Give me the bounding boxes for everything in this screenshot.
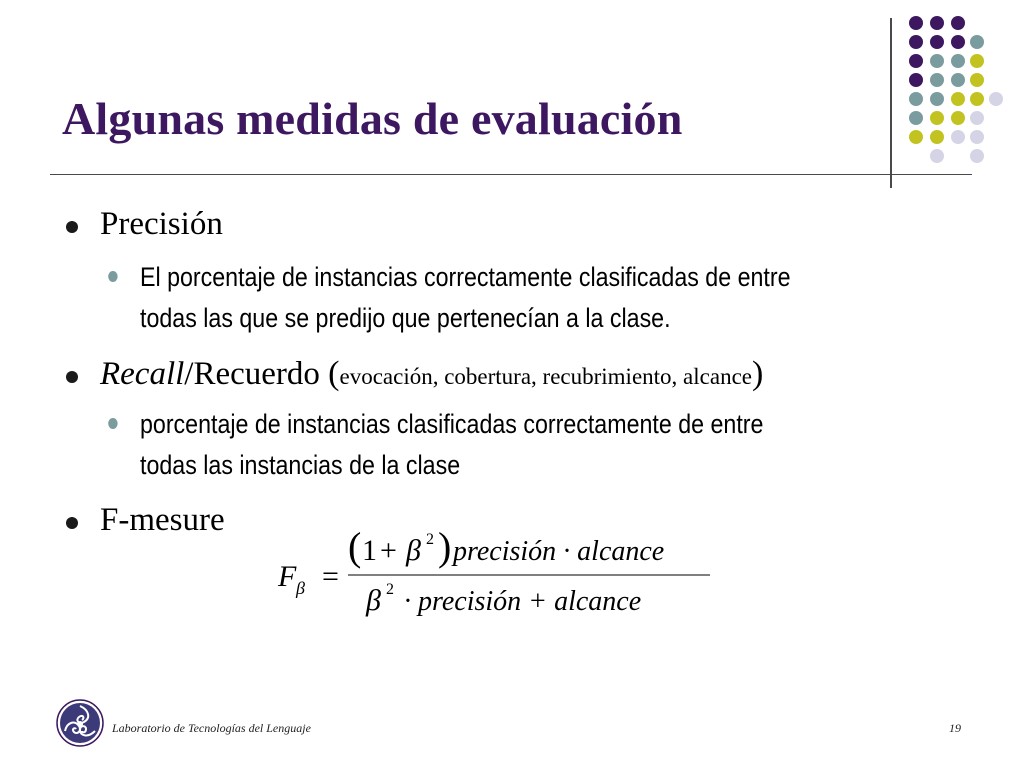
footer-lab-name: Laboratorio de Tecnologías del Lenguaje xyxy=(112,721,311,735)
decor-dot xyxy=(970,130,984,144)
formula-plus: + xyxy=(380,534,397,567)
formula-open-paren: ( xyxy=(348,524,362,569)
formula-equals: = xyxy=(322,560,339,593)
decor-dot xyxy=(909,54,923,68)
formula-numerator-terms: precisión · alcance xyxy=(453,536,665,567)
decor-dot xyxy=(970,54,984,68)
decor-dot xyxy=(909,35,923,49)
page-number: 19 xyxy=(949,721,961,735)
decor-dot xyxy=(909,92,923,106)
slide-title: Algunas medidas de evaluación xyxy=(62,93,683,144)
sub-bullet-line: porcentaje de instancias clasificadas correctamente de entre xyxy=(140,409,764,439)
bullet-label: F-mesure xyxy=(100,502,225,538)
formula-beta-subscript: β xyxy=(296,578,305,598)
decor-dot xyxy=(909,16,923,30)
formula-den-exponent: 2 xyxy=(386,581,394,598)
sub-bullet-recall xyxy=(140,404,828,486)
open-paren: ( xyxy=(328,355,340,392)
decor-dot xyxy=(930,73,944,87)
lab-logo-icon xyxy=(55,698,105,748)
decor-dot xyxy=(970,149,984,163)
vertical-divider xyxy=(890,18,892,188)
decor-dot xyxy=(989,92,1003,106)
decor-dot xyxy=(930,149,944,163)
sub-bullet-precision xyxy=(140,257,828,339)
decor-dot xyxy=(909,130,923,144)
decor-dot xyxy=(951,35,965,49)
decor-dot xyxy=(951,73,965,87)
decor-dot xyxy=(951,16,965,30)
decor-dot xyxy=(909,111,923,125)
decor-dot xyxy=(930,130,944,144)
f-measure-formula xyxy=(270,524,730,624)
decor-dot xyxy=(970,111,984,125)
decor-dot xyxy=(930,92,944,106)
bullet-label-italic: Recall xyxy=(100,356,185,392)
bullet-recall xyxy=(100,355,763,396)
recall-synonyms: evocación, cobertura, recubrimiento, alcance xyxy=(339,364,752,389)
bullet-precision xyxy=(100,205,223,243)
formula-close-paren: ) xyxy=(438,524,452,569)
formula-one: 1 xyxy=(362,534,377,567)
formula-denominator-terms: · precisión + alcance xyxy=(404,586,642,617)
decor-dot xyxy=(951,92,965,106)
bullet-label: /Recuerdo xyxy=(184,356,320,392)
decor-dot xyxy=(951,111,965,125)
formula-f-symbol: F xyxy=(278,560,297,593)
horizontal-divider xyxy=(50,174,972,175)
decor-dot xyxy=(930,111,944,125)
sub-bullet-line: todas las que se predijo que pertenecían a la clase. xyxy=(140,303,671,333)
formula-den-beta: β xyxy=(366,584,381,617)
decor-dot xyxy=(951,54,965,68)
bullet-label: Precisión xyxy=(100,206,223,242)
formula-exponent: 2 xyxy=(426,531,434,548)
sub-bullet-line: todas las instancias de la clase xyxy=(140,450,461,480)
decor-dot xyxy=(970,92,984,106)
decor-dot xyxy=(951,130,965,144)
decor-dot xyxy=(930,54,944,68)
formula-beta: β xyxy=(406,534,421,567)
decor-dot xyxy=(970,35,984,49)
sub-bullet-line: El porcentaje de instancias correctamente clasificadas de entre xyxy=(140,262,791,292)
close-paren: ) xyxy=(751,355,764,392)
decor-dot xyxy=(970,73,984,87)
bullet-fmeasure xyxy=(100,501,225,539)
decor-dot xyxy=(909,73,923,87)
decor-dot xyxy=(930,16,944,30)
decor-dot xyxy=(930,35,944,49)
